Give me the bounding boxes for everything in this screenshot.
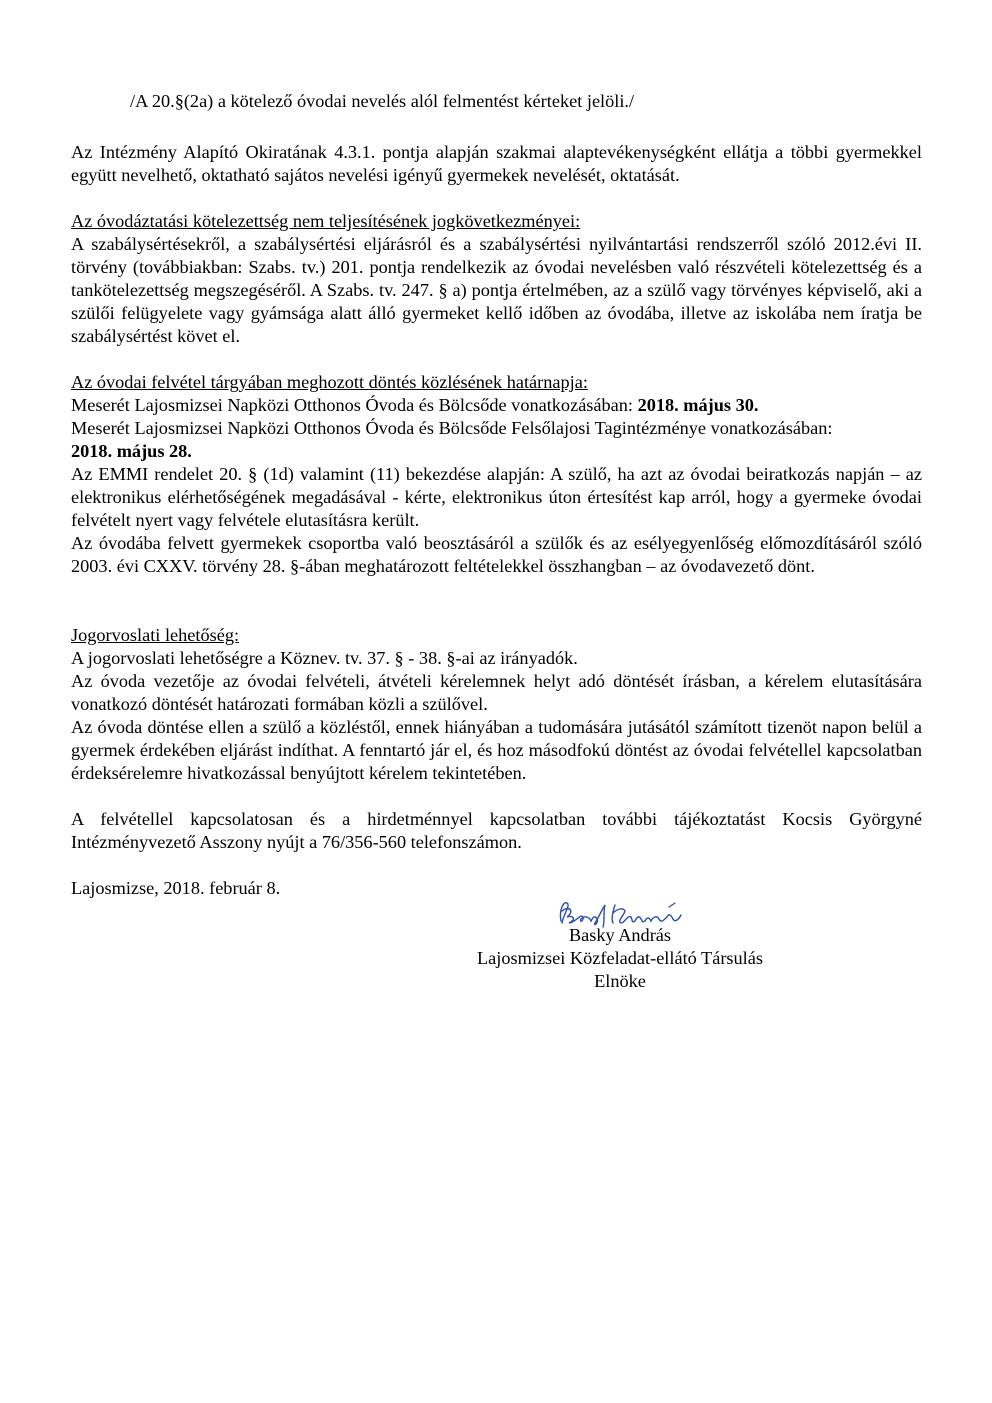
- deadline-line-branch: Meserét Lajosmizsei Napközi Otthonos Óvoda és Bölcsőde Felsőlajosi Tagintézménye vonatkozásában:: [71, 418, 833, 438]
- notification-paragraph: Az EMMI rendelet 20. § (1d) valamint (11) bekezdése alapján: A szülő, ha azt az óvodai beiratkozás napján – az elektronikus elérhetőségének megadásával - kérte, elektronikus úton értesítést kap arról, hogy a gyermeke óvodai felvételt nyert vagy felvétele elutasításra került.: [71, 464, 922, 530]
- signer-role: Elnöke: [594, 971, 646, 991]
- deadline-date: 2018. május 30.: [637, 395, 759, 415]
- remedy-line: A jogorvoslati lehetőségre a Köznev. tv. 37. § - 38. §-ai az irányadók.: [71, 648, 578, 668]
- signature-stroke: [612, 905, 681, 923]
- signature-stroke: [669, 903, 675, 907]
- deadline-date: 2018. május 28.: [71, 441, 192, 461]
- deadline-text: Meserét Lajosmizsei Napközi Otthonos Óvoda és Bölcsőde vonatkozásában:: [71, 395, 638, 415]
- section-consequences: [71, 210, 922, 348]
- intro-paragraph: Az Intézmény Alapító Okiratának 4.3.1. pontja alapján szakmai alaptevékenységként ellátja a többi gyermekkel együtt nevelhető, oktatható sajátos nevelési igényű gyermekek nevelését, oktatását.: [71, 142, 922, 185]
- section-decision-deadline: [71, 371, 922, 578]
- signer-name: Basky András: [568, 925, 672, 945]
- section-legal-remedy: [71, 624, 922, 785]
- section-heading: Az óvodáztatási kötelezettség nem teljesítésének jogkövetkezményei:: [71, 211, 581, 231]
- exemption-note: /A 20.§(2a) a kötelező óvodai nevelés alól felmentést kérteket jelöli./: [130, 91, 635, 111]
- section-heading: Az óvodai felvétel tárgyában meghozott döntés közlésének határnapja:: [71, 372, 588, 392]
- group-assignment-paragraph: Az óvodába felvett gyermekek csoportba való beosztásáról a szülők és az esélyegyenlőség előmozdításáról szóló 2003. évi CXXV. törvény 28. §-ában meghatározott feltételekkel összhangban – az óvodavezető dönt.: [71, 533, 922, 576]
- contact-info-paragraph: A felvétellel kapcsolatosan és a hirdetménnyel kapcsolatban további tájékoztatást Kocsis Györgyné Intézményvezető Asszony nyújt a 76/356-560 telefonszámon.: [71, 809, 922, 852]
- deadline-line-main: [71, 394, 922, 417]
- section-body: A szabálysértésekről, a szabálysértési eljárásról és a szabálysértési nyilvántartási rendszerről szóló 2012.évi II. törvény (továbbiakban: Szabs. tv.) 201. pontja rendelkezik az óvodai nevelésben való részvételi kötelezettség és a tankötelezettség megszegéséről. A Szabs. tv. 247. § a) pontja értelmében, az a szülő vagy törvényes képviselő, aki a szülői felügyelete vagy gyámsága alatt álló gyermeket kellő időben az óvodába, illetve az iskolába nem íratja be szabálysértést követ el.: [71, 234, 922, 346]
- signer-organization: Lajosmizsei Közfeladat-ellátó Társulás: [477, 948, 763, 968]
- remedy-paragraph: Az óvoda vezetője az óvodai felvételi, átvételi kérelemnek helyt adó döntését írásban, a kérelem elutasítására vonatkozó döntését határozati formában közli a szülővel.: [71, 671, 922, 714]
- remedy-paragraph: Az óvoda döntése ellen a szülő a közléstől, ennek hiányában a tudomására jutásától számított tizenöt napon belül a gyermek érdekében eljárást indíthat. A fenntartó jár el, és hoz másodfokú döntést az óvodai felvétellel kapcsolatban érdeksérelemre hivatkozással benyújtott kérelem tekintetében.: [71, 717, 922, 783]
- signature-block: [440, 924, 800, 993]
- place-and-date: Lajosmizse, 2018. február 8.: [71, 878, 281, 898]
- section-heading: Jogorvoslati lehetőség:: [71, 625, 240, 645]
